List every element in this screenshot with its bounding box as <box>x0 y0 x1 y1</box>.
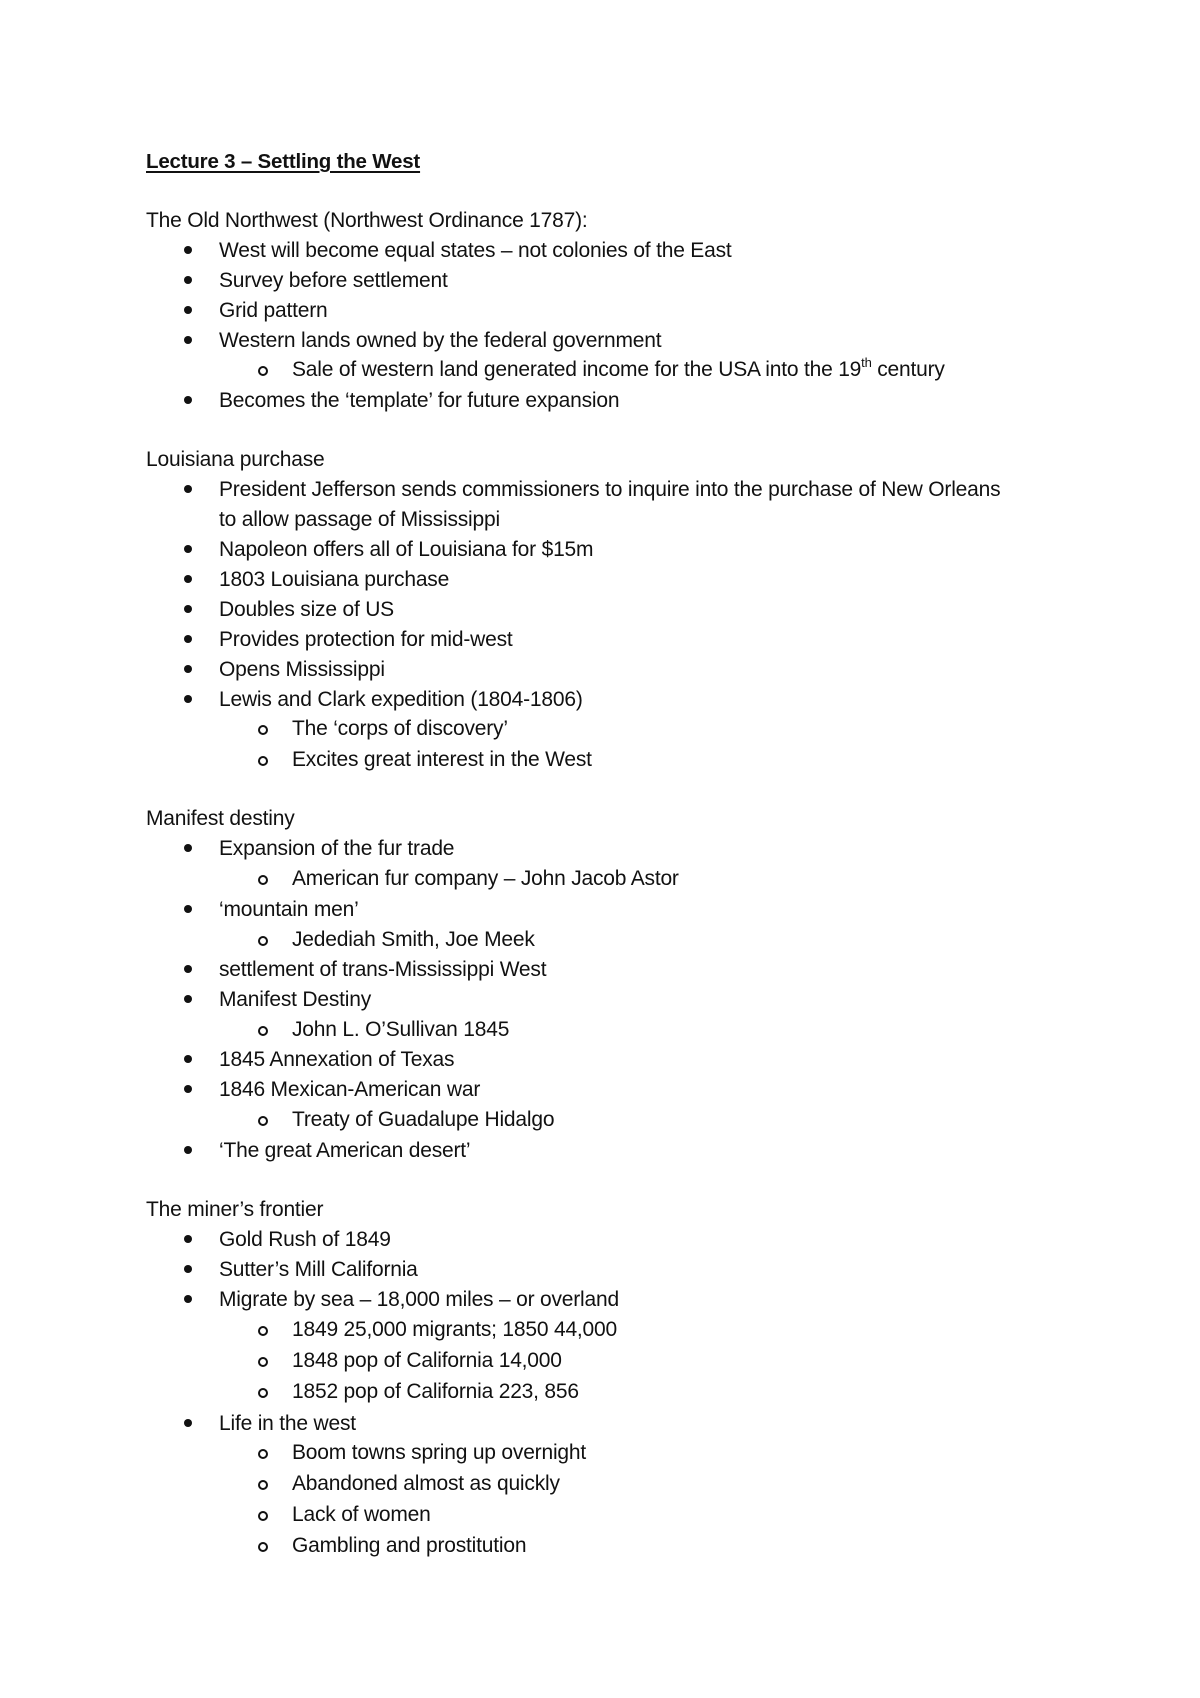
list-item: Napoleon offers all of Louisiana for $15m <box>219 538 594 561</box>
bullet-icon <box>184 1235 192 1243</box>
sub-list-item-text: Sale of western land generated income for the USA into the 19 <box>292 358 862 381</box>
sub-list-item: Excites great interest in the West <box>292 748 592 771</box>
bullet-icon <box>184 1146 192 1154</box>
sub-list-item: Gambling and prostitution <box>292 1534 527 1557</box>
sub-bullet-icon <box>258 936 268 946</box>
bullet-icon <box>184 635 192 643</box>
list-item: 1803 Louisiana purchase <box>219 568 450 591</box>
sub-bullet-icon <box>258 875 268 885</box>
list-item: settlement of trans-Mississippi West <box>219 958 547 981</box>
sub-list-item: 1852 pop of California 223, 856 <box>292 1380 579 1403</box>
bullet-icon <box>184 545 192 553</box>
section-heading-manifest: Manifest destiny <box>146 807 295 830</box>
sub-list-item: Jedediah Smith, Joe Meek <box>292 928 535 951</box>
section-heading-northwest: The Old Northwest (Northwest Ordinance 1787): <box>146 209 588 232</box>
sub-list-item: Lack of women <box>292 1503 431 1526</box>
sub-bullet-icon <box>258 1326 268 1336</box>
bullet-icon <box>184 605 192 613</box>
bullet-icon <box>184 965 192 973</box>
section-heading-louisiana: Louisiana purchase <box>146 448 325 471</box>
bullet-icon <box>184 485 192 493</box>
list-item: Sutter’s Mill California <box>219 1258 418 1281</box>
sub-bullet-icon <box>258 1511 268 1521</box>
sub-list-item: Treaty of Guadalupe Hidalgo <box>292 1108 555 1131</box>
list-item: Life in the west <box>219 1412 356 1435</box>
list-item: West will become equal states – not colonies of the East <box>219 239 732 262</box>
list-item: Grid pattern <box>219 299 328 322</box>
sub-bullet-icon <box>258 1542 268 1552</box>
list-item: ‘mountain men’ <box>219 898 359 921</box>
page-title: Lecture 3 – Settling the West <box>146 150 421 173</box>
list-item: Expansion of the fur trade <box>219 837 455 860</box>
list-item: Western lands owned by the federal government <box>219 329 662 352</box>
sub-list-item: John L. O’Sullivan 1845 <box>292 1018 510 1041</box>
list-item: Lewis and Clark expedition (1804-1806) <box>219 688 583 711</box>
list-item: Doubles size of US <box>219 598 394 621</box>
sub-bullet-icon <box>258 1388 268 1398</box>
list-item: Manifest Destiny <box>219 988 372 1011</box>
sub-list-item: Abandoned almost as quickly <box>292 1472 560 1495</box>
bullet-icon <box>184 1055 192 1063</box>
superscript: th <box>861 355 872 370</box>
bullet-icon <box>184 336 192 344</box>
bullet-icon <box>184 306 192 314</box>
bullet-icon <box>184 1419 192 1427</box>
section-heading-miners: The miner’s frontier <box>146 1198 324 1221</box>
bullet-icon <box>184 995 192 1003</box>
bullet-icon <box>184 276 192 284</box>
bullet-icon <box>184 1295 192 1303</box>
bullet-icon <box>184 1265 192 1273</box>
bullet-icon <box>184 665 192 673</box>
list-item: President Jefferson sends commissioners to inquire into the purchase of New Orleans <box>219 478 1001 501</box>
sub-list-item: 1849 25,000 migrants; 1850 44,000 <box>292 1318 617 1341</box>
bullet-icon <box>184 396 192 404</box>
list-item: Becomes the ‘template’ for future expansion <box>219 389 620 412</box>
list-item: Opens Mississippi <box>219 658 385 681</box>
list-item: 1846 Mexican-American war <box>219 1078 481 1101</box>
bullet-icon <box>184 905 192 913</box>
sub-list-item: The ‘corps of discovery’ <box>292 717 508 740</box>
list-item: Migrate by sea – 18,000 miles – or overland <box>219 1288 619 1311</box>
sub-list-item: American fur company – John Jacob Astor <box>292 867 679 890</box>
bullet-icon <box>184 695 192 703</box>
list-item: Survey before settlement <box>219 269 448 292</box>
bullet-icon <box>184 246 192 254</box>
sub-bullet-icon <box>258 366 268 376</box>
list-item: 1845 Annexation of Texas <box>219 1048 455 1071</box>
sub-bullet-icon <box>258 1357 268 1367</box>
sub-list-item: Boom towns spring up overnight <box>292 1441 586 1464</box>
list-item: ‘The great American desert’ <box>219 1139 471 1162</box>
bullet-icon <box>184 844 192 852</box>
list-item: Gold Rush of 1849 <box>219 1228 391 1251</box>
sub-list-item: 1848 pop of California 14,000 <box>292 1349 562 1372</box>
bullet-icon <box>184 1085 192 1093</box>
bullet-icon <box>184 575 192 583</box>
sub-bullet-icon <box>258 1480 268 1490</box>
sub-bullet-icon <box>258 1026 268 1036</box>
sub-list-item-text-end: century <box>871 358 945 381</box>
list-item: Provides protection for mid-west <box>219 628 513 651</box>
sub-bullet-icon <box>258 756 268 766</box>
sub-bullet-icon <box>258 1449 268 1459</box>
list-item-continuation: to allow passage of Mississippi <box>219 508 500 531</box>
sub-bullet-icon <box>258 1116 268 1126</box>
sub-list-item <box>292 355 945 385</box>
sub-bullet-icon <box>258 725 268 735</box>
